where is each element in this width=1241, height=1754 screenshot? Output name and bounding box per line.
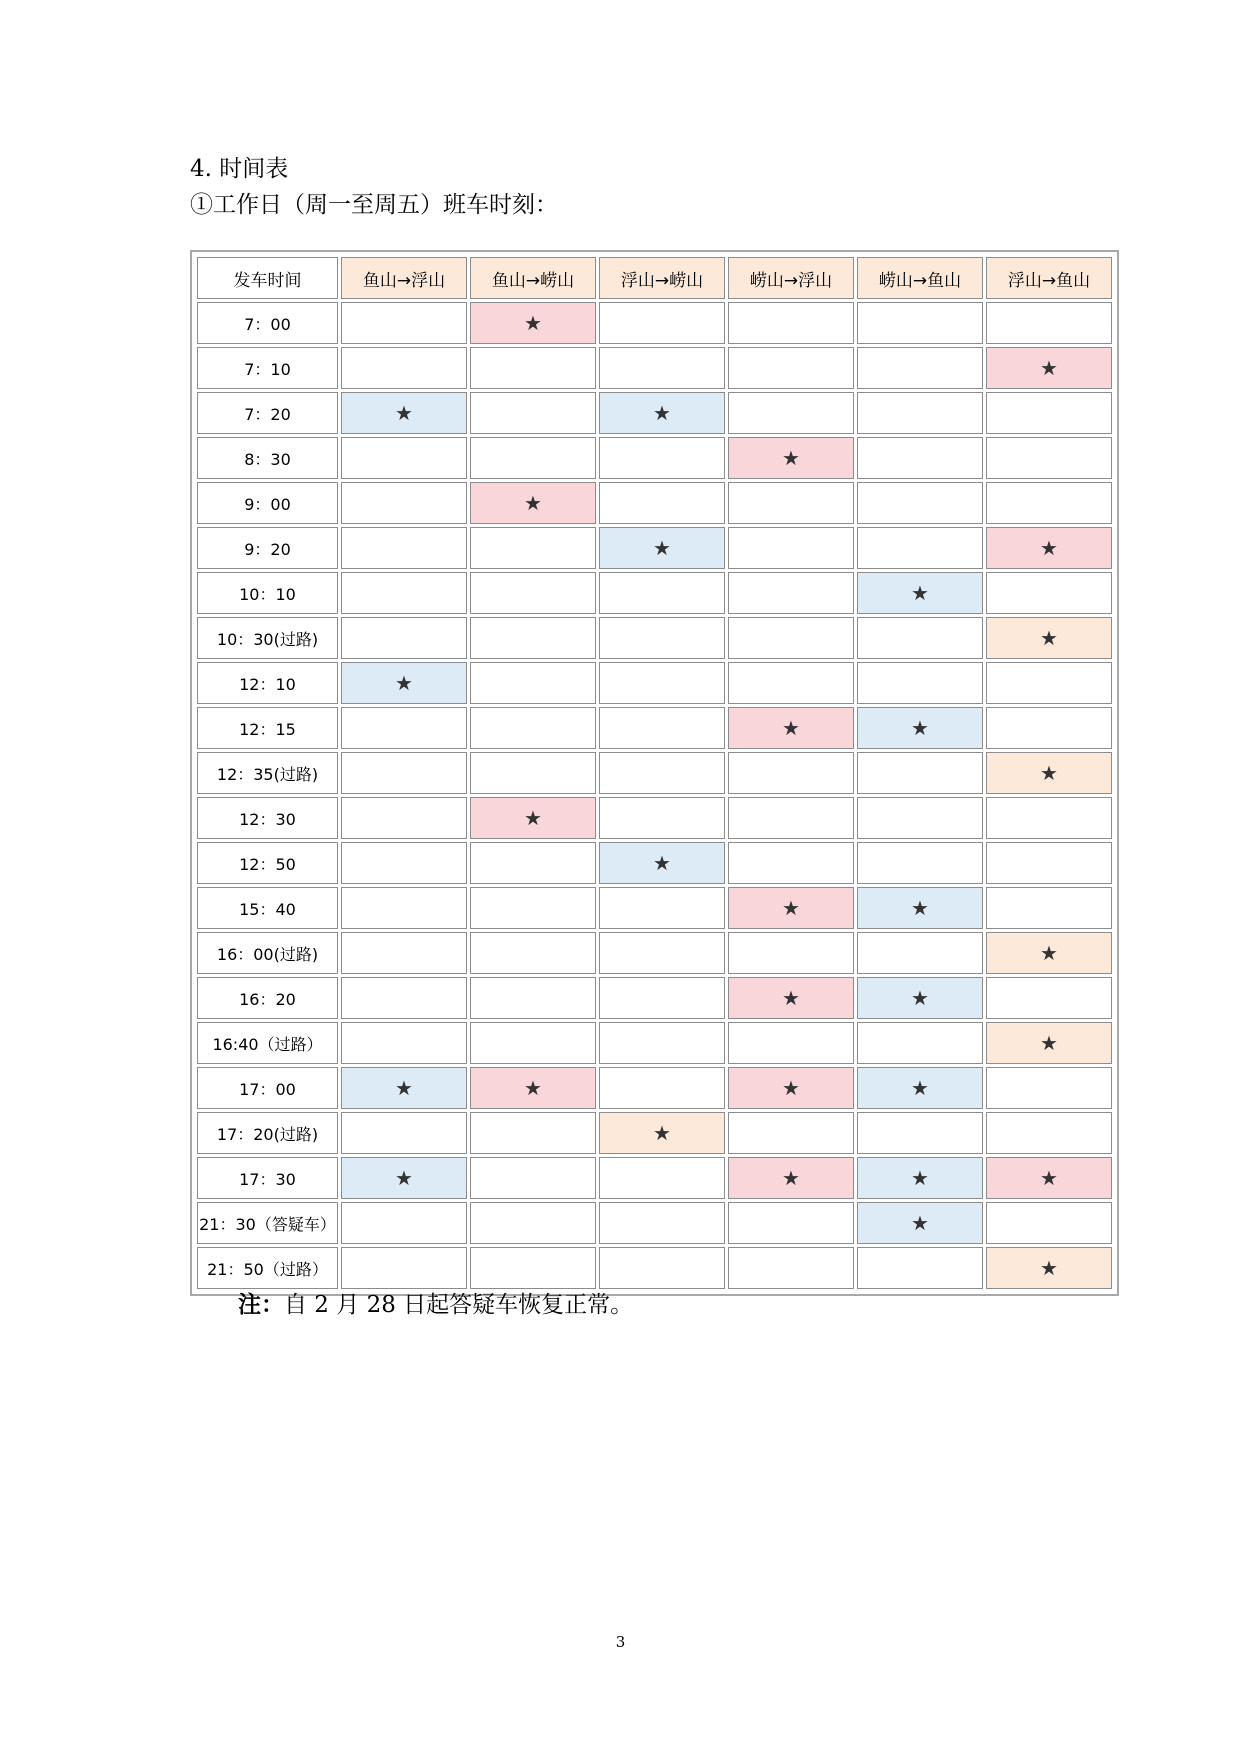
- departure-time-cell: 10：10: [197, 572, 338, 614]
- star-icon: ★: [986, 527, 1112, 569]
- star-icon: ★: [857, 707, 983, 749]
- empty-cell: [728, 392, 854, 434]
- empty-cell: [599, 707, 725, 749]
- empty-cell: [986, 302, 1112, 344]
- timetable-body: [197, 302, 1112, 1289]
- empty-cell: [470, 1157, 596, 1199]
- table-row: [197, 1247, 1112, 1289]
- departure-time-cell: 17：00: [197, 1067, 338, 1109]
- empty-cell: [986, 707, 1112, 749]
- empty-cell: [470, 347, 596, 389]
- star-icon: ★: [857, 977, 983, 1019]
- table-row: [197, 752, 1112, 794]
- empty-cell: [470, 392, 596, 434]
- empty-cell: [470, 1022, 596, 1064]
- empty-cell: [341, 482, 467, 524]
- departure-time-cell: 12：10: [197, 662, 338, 704]
- star-icon: ★: [728, 437, 854, 479]
- table-row: [197, 392, 1112, 434]
- empty-cell: [986, 977, 1112, 1019]
- note-label: 注：: [238, 1291, 284, 1318]
- table-row: [197, 932, 1112, 974]
- section-title: 4. 时间表: [190, 156, 289, 182]
- empty-cell: [986, 1067, 1112, 1109]
- empty-cell: [728, 932, 854, 974]
- empty-cell: [599, 932, 725, 974]
- empty-cell: [470, 1247, 596, 1289]
- table-row: [197, 707, 1112, 749]
- empty-cell: [599, 617, 725, 659]
- empty-cell: [341, 977, 467, 1019]
- star-icon: ★: [857, 1157, 983, 1199]
- table-row: [197, 527, 1112, 569]
- empty-cell: [728, 1247, 854, 1289]
- table-row: [197, 572, 1112, 614]
- empty-cell: [986, 437, 1112, 479]
- table-row: [197, 797, 1112, 839]
- empty-cell: [470, 1202, 596, 1244]
- table-row: [197, 617, 1112, 659]
- table-row: [197, 662, 1112, 704]
- empty-cell: [341, 302, 467, 344]
- star-icon: ★: [341, 1067, 467, 1109]
- departure-time-cell: 7：00: [197, 302, 338, 344]
- empty-cell: [599, 752, 725, 794]
- star-icon: ★: [986, 1022, 1112, 1064]
- empty-cell: [986, 1112, 1112, 1154]
- empty-cell: [470, 752, 596, 794]
- empty-cell: [986, 887, 1112, 929]
- empty-cell: [857, 482, 983, 524]
- empty-cell: [857, 527, 983, 569]
- empty-cell: [341, 1022, 467, 1064]
- empty-cell: [857, 932, 983, 974]
- departure-time-cell: 7：20: [197, 392, 338, 434]
- empty-cell: [857, 1112, 983, 1154]
- empty-cell: [728, 1202, 854, 1244]
- empty-cell: [857, 662, 983, 704]
- star-icon: ★: [341, 662, 467, 704]
- star-icon: ★: [599, 392, 725, 434]
- empty-cell: [857, 797, 983, 839]
- route-column-header: 崂山→浮山: [728, 257, 854, 299]
- empty-cell: [728, 1112, 854, 1154]
- empty-cell: [728, 752, 854, 794]
- table-row: [197, 347, 1112, 389]
- empty-cell: [470, 842, 596, 884]
- empty-cell: [599, 1202, 725, 1244]
- empty-cell: [341, 797, 467, 839]
- note-text: 自 2 月 28 日起答疑车恢复正常。: [284, 1292, 634, 1318]
- departure-time-cell: 12：35(过路): [197, 752, 338, 794]
- empty-cell: [599, 347, 725, 389]
- departure-time-cell: 21：30（答疑车）: [197, 1202, 338, 1244]
- star-icon: ★: [728, 1157, 854, 1199]
- empty-cell: [986, 662, 1112, 704]
- empty-cell: [341, 617, 467, 659]
- departure-time-cell: 9：20: [197, 527, 338, 569]
- empty-cell: [599, 887, 725, 929]
- empty-cell: [470, 707, 596, 749]
- departure-time-cell: 15：40: [197, 887, 338, 929]
- star-icon: ★: [341, 1157, 467, 1199]
- empty-cell: [470, 1112, 596, 1154]
- star-icon: ★: [857, 1067, 983, 1109]
- star-icon: ★: [986, 347, 1112, 389]
- empty-cell: [341, 932, 467, 974]
- empty-cell: [986, 482, 1112, 524]
- empty-cell: [599, 482, 725, 524]
- star-icon: ★: [728, 977, 854, 1019]
- empty-cell: [341, 1112, 467, 1154]
- empty-cell: [728, 572, 854, 614]
- empty-cell: [728, 527, 854, 569]
- departure-time-cell: 12：30: [197, 797, 338, 839]
- empty-cell: [341, 437, 467, 479]
- empty-cell: [470, 437, 596, 479]
- empty-cell: [728, 797, 854, 839]
- empty-cell: [341, 1202, 467, 1244]
- empty-cell: [857, 302, 983, 344]
- empty-cell: [341, 707, 467, 749]
- table-row: [197, 302, 1112, 344]
- star-icon: ★: [599, 842, 725, 884]
- empty-cell: [857, 842, 983, 884]
- table-row: [197, 1202, 1112, 1244]
- star-icon: ★: [986, 1157, 1112, 1199]
- table-row: [197, 1157, 1112, 1199]
- departure-time-cell: 16：20: [197, 977, 338, 1019]
- empty-cell: [986, 842, 1112, 884]
- empty-cell: [857, 437, 983, 479]
- star-icon: ★: [857, 572, 983, 614]
- departure-time-cell: 17：30: [197, 1157, 338, 1199]
- note: [238, 1290, 633, 1320]
- empty-cell: [857, 347, 983, 389]
- table-row: [197, 1112, 1112, 1154]
- star-icon: ★: [986, 932, 1112, 974]
- empty-cell: [728, 482, 854, 524]
- empty-cell: [470, 617, 596, 659]
- star-icon: ★: [728, 887, 854, 929]
- empty-cell: [341, 887, 467, 929]
- departure-time-cell: 16:40（过路）: [197, 1022, 338, 1064]
- table-row: [197, 887, 1112, 929]
- departure-time-cell: 16：00(过路): [197, 932, 338, 974]
- empty-cell: [599, 977, 725, 1019]
- timetable-header-row: [197, 257, 1112, 299]
- empty-cell: [728, 617, 854, 659]
- timetable-subtitle: ①工作日（周一至周五）班车时刻：: [190, 192, 558, 218]
- star-icon: ★: [728, 1067, 854, 1109]
- empty-cell: [986, 1202, 1112, 1244]
- empty-cell: [986, 797, 1112, 839]
- empty-cell: [728, 347, 854, 389]
- star-icon: ★: [986, 1247, 1112, 1289]
- empty-cell: [599, 1157, 725, 1199]
- empty-cell: [470, 932, 596, 974]
- departure-time-cell: 9：00: [197, 482, 338, 524]
- star-icon: ★: [470, 482, 596, 524]
- empty-cell: [857, 1022, 983, 1064]
- empty-cell: [857, 752, 983, 794]
- empty-cell: [599, 797, 725, 839]
- empty-cell: [341, 347, 467, 389]
- route-column-header: 崂山→鱼山: [857, 257, 983, 299]
- table-row: [197, 1022, 1112, 1064]
- empty-cell: [470, 662, 596, 704]
- route-column-header: 鱼山→浮山: [341, 257, 467, 299]
- star-icon: ★: [728, 707, 854, 749]
- star-icon: ★: [470, 797, 596, 839]
- star-icon: ★: [599, 1112, 725, 1154]
- empty-cell: [728, 1022, 854, 1064]
- empty-cell: [728, 662, 854, 704]
- star-icon: ★: [857, 887, 983, 929]
- empty-cell: [470, 572, 596, 614]
- empty-cell: [599, 302, 725, 344]
- empty-cell: [857, 392, 983, 434]
- empty-cell: [728, 842, 854, 884]
- star-icon: ★: [857, 1202, 983, 1244]
- departure-time-cell: 12：50: [197, 842, 338, 884]
- departure-time-cell: 10：30(过路): [197, 617, 338, 659]
- empty-cell: [599, 1022, 725, 1064]
- table-row: [197, 842, 1112, 884]
- empty-cell: [599, 1247, 725, 1289]
- star-icon: ★: [470, 302, 596, 344]
- empty-cell: [599, 572, 725, 614]
- star-icon: ★: [599, 527, 725, 569]
- route-column-header: 鱼山→崂山: [470, 257, 596, 299]
- empty-cell: [986, 572, 1112, 614]
- timetable: [190, 250, 1119, 1296]
- star-icon: ★: [986, 617, 1112, 659]
- empty-cell: [986, 392, 1112, 434]
- table-row: [197, 1067, 1112, 1109]
- empty-cell: [857, 1247, 983, 1289]
- empty-cell: [341, 527, 467, 569]
- route-column-header: 浮山→崂山: [599, 257, 725, 299]
- empty-cell: [341, 842, 467, 884]
- star-icon: ★: [341, 392, 467, 434]
- empty-cell: [470, 887, 596, 929]
- empty-cell: [857, 617, 983, 659]
- route-column-header: 浮山→鱼山: [986, 257, 1112, 299]
- empty-cell: [470, 977, 596, 1019]
- departure-time-cell: 7：10: [197, 347, 338, 389]
- empty-cell: [470, 527, 596, 569]
- star-icon: ★: [470, 1067, 596, 1109]
- empty-cell: [341, 1247, 467, 1289]
- empty-cell: [341, 572, 467, 614]
- table-row: [197, 437, 1112, 479]
- empty-cell: [599, 662, 725, 704]
- departure-time-cell: 17：20(过路): [197, 1112, 338, 1154]
- empty-cell: [728, 302, 854, 344]
- table-row: [197, 482, 1112, 524]
- table-row: [197, 977, 1112, 1019]
- empty-cell: [599, 437, 725, 479]
- empty-cell: [341, 752, 467, 794]
- page-number: 3: [615, 1633, 626, 1651]
- departure-time-cell: 8：30: [197, 437, 338, 479]
- empty-cell: [599, 1067, 725, 1109]
- departure-time-cell: 21：50（过路）: [197, 1247, 338, 1289]
- time-column-header: 发车时间: [197, 257, 338, 299]
- star-icon: ★: [986, 752, 1112, 794]
- departure-time-cell: 12：15: [197, 707, 338, 749]
